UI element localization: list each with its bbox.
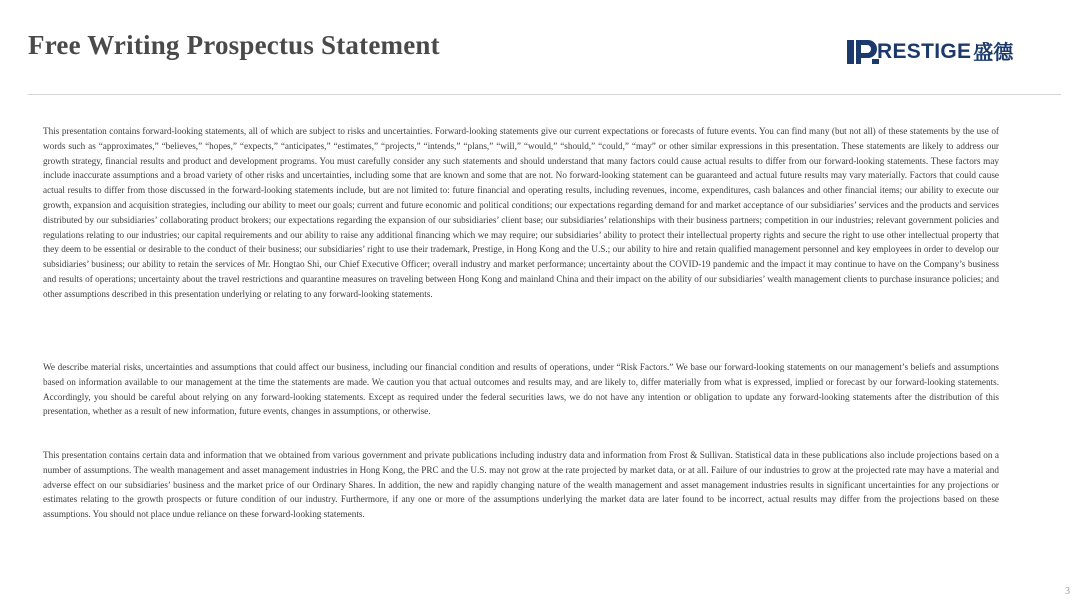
page-number: 3 [1065,586,1070,597]
slide-title: Free Writing Prospectus Statement [28,30,440,60]
logo-wordmark: RESTIGE [877,40,972,63]
logo-chinese-wordmark: 盛德 [973,40,1014,64]
prestige-logo [846,38,1013,66]
prestige-logo-mark-icon [846,39,880,65]
paragraph-risk-factors: We describe material risks, uncertainties and assumptions that could affect our business, including our financial condition and results of operations, under “Risk Factors.” We base our forward-looking statements on our management’s beliefs and assumptions based on information available to our management at the time the statements are made. We caution you that actual outcomes and results may, and are likely to, differ materially from what is expressed, implied or forecast by our forward-looking statements. Accordingly, you should be careful about relying on any forward-looking statements. Except as required under the federal securities laws, we do not have any intention or obligation to update any forward-looking statements after the distribution of this presentation, whether as a result of new information, future events, changes in assumptions, or otherwise. [43,362,999,417]
paragraph-industry-data: This presentation contains certain data and information that we obtained from various government and private publications including industry data and information from Frost & Sullivan. Statistical data in these publications also include projections based on a number of assumptions. The wealth management and asset management industries in Hong Kong, the PRC and the U.S. may not grow at the rate projected by market data, or at all. Failure of our industries to grow at the projected rate may have a material and adverse effect on our subsidiaries’ business and the market price of our Ordinary Shares. In addition, the new and rapidly changing nature of the wealth management and asset management industries results in significant uncertainties for any projections or estimates relating to the growth prospects or future condition of our industry. Furthermore, if any one or more of the assumptions underlying the market data are later found to be incorrect, actual results may differ from the projections based on these assumptions. You should not place undue reliance on these forward-looking statements. [43,450,999,520]
paragraph-forward-looking: This presentation contains forward-looking statements, all of which are subject to risks and uncertainties. Forward-looking statements give our current expectations or forecasts of future events. You can find many (but not all) of these statements by the use of words such as “approximates,” “believes,” “hopes,” “expects,” “anticipates,” “estimates,” “projects,” “intends,” “plans,” “will,” “would,” “should,” “could,” “may” or other similar expressions in this presentation. These statements are likely to address our growth strategy, financial results and product and development programs. You must carefully consider any such statements and should understand that many factors could cause actual results to differ from our forward-looking statements. These factors may include inaccurate assumptions and a broad variety of other risks and uncertainties, including some that are known and some that are not. No forward-looking statement can be guaranteed and actual future results may vary materially. Factors that could cause actual results to differ from those discussed in the forward-looking statements include, but are not limited to: future financial and operating results, including revenues, income, expenditures, cash balances and other financial items; our ability to execute our growth, expansion and acquisition strategies, including our ability to meet our goals; current and future economic and political conditions; our expectations regarding demand for and market acceptance of our subsidiaries’ services and the products and services distributed by our subsidiaries’ collaborating product brokers; our expectations regarding the expansion of our subsidiaries’ client base; our subsidiaries’ relationships with their business partners; competition in our industries; relevant government policies and regulations relating to our industries; our capital requirements and our ability to raise any additional financing which we may require; our subsidiaries’ ability to protect their intellectual property rights and secure the right to use other intellectual property that they deem to be essential or desirable to the conduct of their business; our subsidiaries’ right to use their trademark, Prestige, in Hong Kong and the U.S.; our ability to hire and retain qualified management personnel and key employees in order to develop our subsidiaries’ business; our ability to retain the services of Mr. Hongtao Shi, our Chief Executive Officer; overall industry and market performance; uncertainty about the COVID-19 pandemic and the impact it may continue to have on the Company’s business and results of operations; uncertainty about the travel restrictions and quarantine measures on traveling between Hong Kong and mainland China and their impact on the ability of our subsidiaries’ wealth management clients to purchase insurance policies; and other assumptions described in this presentation underlying or relating to any forward-looking statements. [43,126,999,299]
header-divider [28,94,1061,95]
